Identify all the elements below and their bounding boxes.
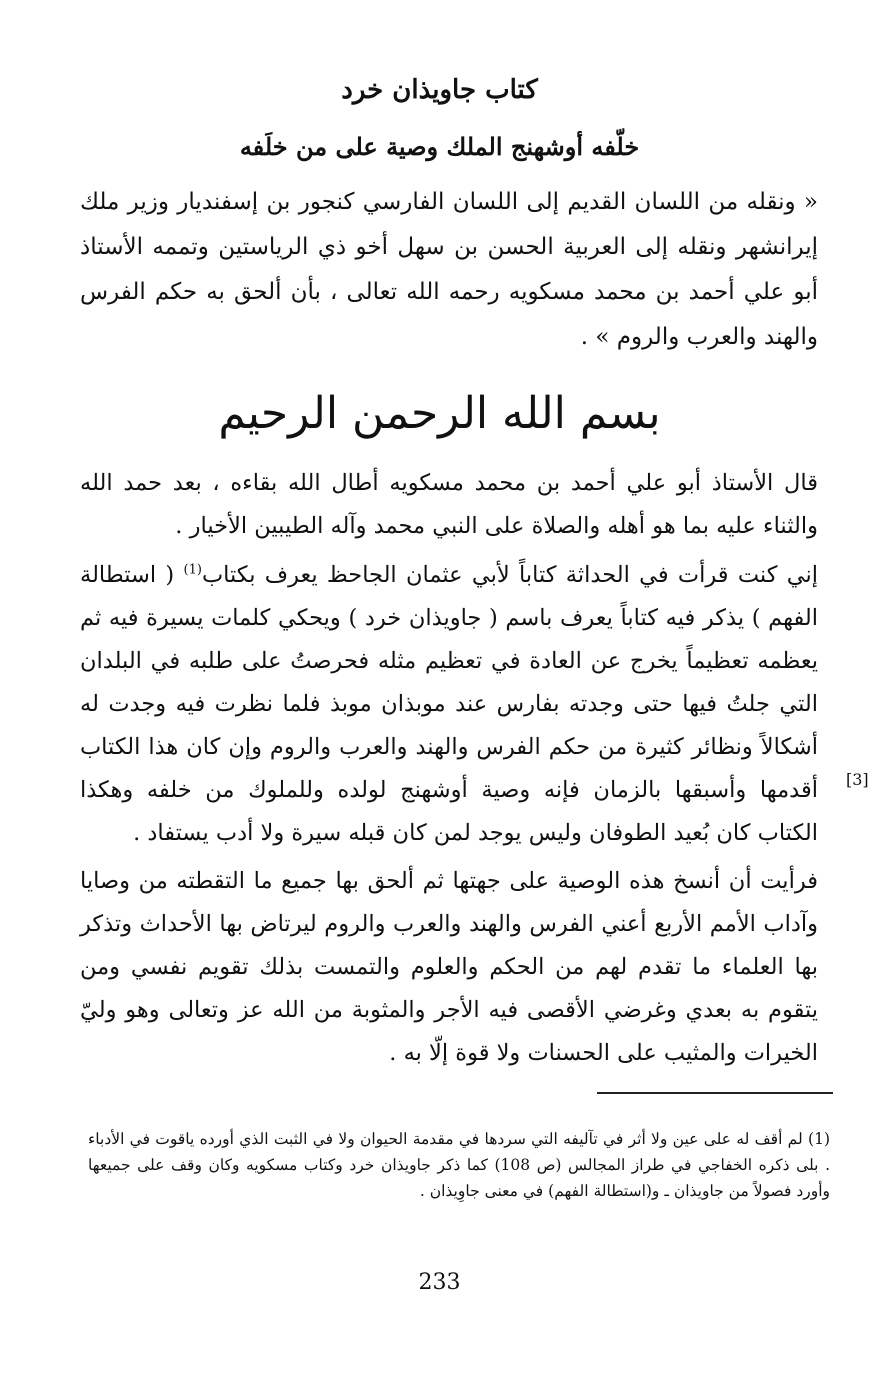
footnote-divider (597, 1092, 833, 1094)
intro-paragraph: « ونقله من اللسان القديم إلى اللسان الفارسي كنجور بن إسفنديار وزير ملك إيرانشهر ونقله إلى العربية الحسن بن سهل أخو ذي الرياستين وتممه الأستاذ أبو علي أحمد بن محمد مسكويه رحمه الله تعالى ، بأن ألحق به حكم الفرس والهند والعرب والروم » . (80, 189, 818, 350)
body-paragraph-1: قال الأستاذ أبو علي أحمد بن محمد مسكويه أطال الله بقاءه ، بعد حمد الله والثناء عليه بما هو أهله والصلاة على النبي محمد وآله الطيبين الأخيار . (80, 470, 818, 539)
basmala-heading: بسم الله الرحمن الرحيم (218, 388, 661, 439)
paragraph-2-opening: إني كنت قرأت في الحداثة كتاباً لأبي عثمان الجاحظ يعرف بكتاب (201, 562, 818, 588)
margin-page-reference: [3] (846, 770, 869, 789)
paragraph-2-body: ( استطالة الفهم ) يذكر فيه كتاباً يعرف باسم ( جاويذان خرد ) ويحكي كلمات يسيرة فيه ثم يعظمه تعظيماً يخرج عن العادة في تعظيم مثله فحرصتُ على طلبه في البلدان التي جلتُ فيها حتى وجدته بفارس عند موبذان موبذ فلما نظرت فيه وجدت له أشكالاً ونظائر كثيرة من حكم الفرس والهند والعرب والروم وإن كان هذا الكتاب أقدمها وأسبقها بالزمان فإنه وصية أوشهنج لولده وللملوك من خلفه وهكذا الكتاب كان بُعيد الطوفان وليس يوجد لمن كان قبله سيرة ولا أدب يستفاد . (80, 562, 818, 846)
book-title: كتاب جاويذان خرد (341, 75, 538, 105)
footnote-text: (1) لم أقف له على عين ولا أثر في تآليفه التي سردها في مقدمة الحيوان ولا في الثبت الذي أورده ياقوت في الأدباء . بلى ذكره الخفاجي في طراز المجالس (ص 108) كما ذكر جاويذان خرد وكتاب مسكويه وكان وقف على جميعها وأورد فصولاً من جاويذان ـ و(استطالة الفهم) في معنى جاوِيذان . (88, 1130, 830, 1200)
book-subtitle: خلّفه أوشهنج الملك وصية على من خلَفه (239, 132, 640, 161)
body-paragraph-3: فرأيت أن أنسخ هذه الوصية على جهتها ثم ألحق بها جميع ما التقطته من وصايا وآداب الأمم الأربع أعني الفرس والهند والعرب والروم ليرتاض بها الأحداث وتذكر بها العلماء ما تقدم لهم من الحكم والعلوم والتمست بذلك تقويم نفسي ومن يتقوم به بعدي وغرضي الأقصى فيه الأجر والمثوبة من الله عز وتعالى وهو وليّ الخيرات والمثيب على الحسنات ولا قوة إلّا به . (80, 868, 818, 1066)
footnote-marker: (1) (183, 562, 202, 578)
page-number: 233 (418, 1270, 461, 1295)
body-paragraph-2 (80, 554, 818, 855)
